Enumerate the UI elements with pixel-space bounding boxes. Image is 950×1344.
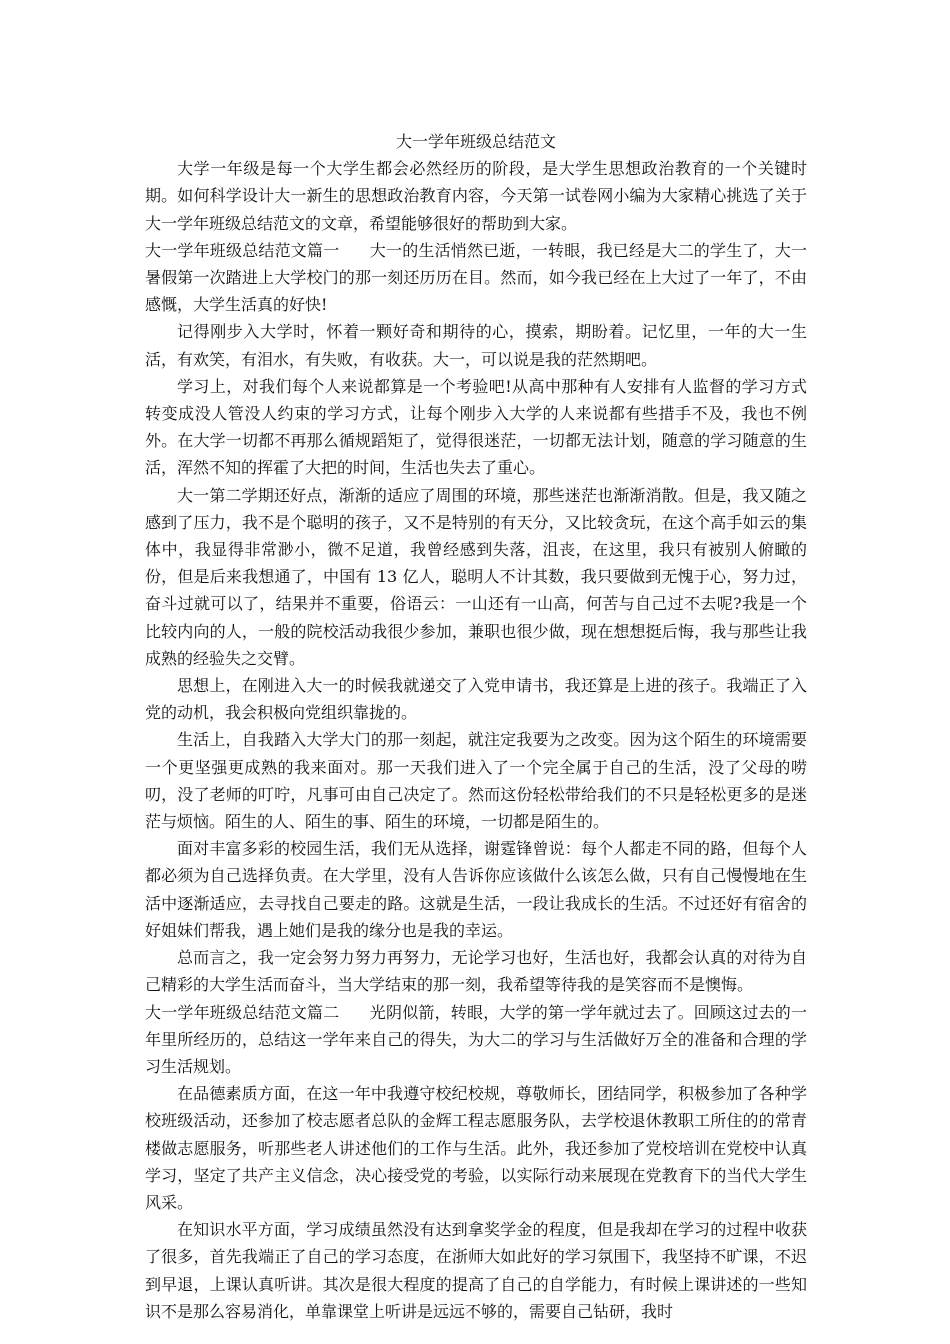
- paragraph-morality: 在品德素质方面，在这一年中我遵守校纪校规，尊敬师长，团结同学，积极参加了各种学校班级活动，还参加了校志愿者总队的金辉工程志愿服务队，去学校退休教职工所住的的常青楼做志愿服务，听那些老人讲述他们的工作与生活。此外，我还参加了党校培训在党校中认真学习，坚定了共产主义信念，决心接受党的考验，以实际行动来展现在党教育下的当代大学生风采。: [145, 1084, 807, 1212]
- paragraph-study: 学习上，对我们每个人来说都算是一个考验吧!从高中那种有人安排有人监督的学习方式转变成没人管没人约束的学习方式，让每个刚步入大学的人来说都有些措手不及，我也不例外。在大学一切都不再那么循规蹈矩了，觉得很迷茫，一切都无法计划，随意的学习随意的生活，浑然不知的挥霍了大把的时间，生活也失去了重心。: [145, 376, 807, 478]
- section-two-text: 光阴似箭，转眼，大学的第一学年就过去了。回顾这过去的一年里所经历的，总结这一学年来自己的得失，为大二的学习与生活做好万全的准备和合理的学习生活规划。: [145, 1002, 807, 1076]
- section-one-text: 大一的生活悄然已逝，一转眼，我已经是大二的学生了，大一暑假第一次踏进上大学校门的那一刻还历历在目。然而，如今我已经在上大过了一年了，不由感慨，大学生活真的好快!: [145, 240, 807, 315]
- document-page: [145, 128, 807, 1325]
- paragraph-memory: 记得刚步入大学时，怀着一颗好奇和期待的心，摸索，期盼着。记忆里，一年的大一生活，有欢笑，有泪水，有失败，有收获。大一，可以说是我的茫然期吧。: [145, 322, 807, 369]
- section-one-heading: 大一学年班级总结范文篇一: [145, 240, 340, 260]
- paragraph-second-semester: 大一第二学期还好点，渐渐的适应了周围的环境，那些迷茫也渐渐消散。但是，我又随之感到了压力，我不是个聪明的孩子，又不是特别的有天分，又比较贪玩，在这个高手如云的集体中，我显得非常渺小，微不足道，我曾经感到失落，沮丧，在这里，我只有被别人俯瞰的份，但是后来我想通了，中国有 13 亿人，聪明人不计其数，我只要做到无愧于心，努力过，奋斗过就可以了，结果并不重要，俗语云：一山还有一山高，何苦与自己过不去呢?我是一个比较内向的人，一般的院校活动我很少参加，兼职也很少做，现在想想挺后悔，我与那些让我成熟的经验失之交臂。: [145, 485, 807, 668]
- paragraph-campus-life: 面对丰富多彩的校园生活，我们无从选择，谢霆锋曾说：每个人都走不同的路，但每个人都必须为自己选择负责。在大学里，没有人告诉你应该做什么该怎么做，只有自己慢慢地在生活中逐渐适应，去寻找自己要走的路。这就是生活，一段让我成长的生活。不过还好有宿舍的好姐妹们帮我，遇上她们是我的缘分也是我的幸运。: [145, 839, 807, 940]
- paragraph-section-one-start: [145, 237, 807, 319]
- paragraph-section-two-start: [145, 999, 807, 1081]
- section-two-heading: 大一学年班级总结范文篇二: [145, 1002, 340, 1022]
- paragraph-thought: 思想上，在刚进入大一的时候我就递交了入党申请书，我还算是上进的孩子。我端正了入党的动机，我会积极向党组织靠拢的。: [145, 676, 807, 723]
- paragraph-conclusion: 总而言之，我一定会努力努力再努力，无论学习也好，生活也好，我都会认真的对待为自己精彩的大学生活而奋斗，当大学结束的那一刻，我希望等待我的是笑容而不是懊悔。: [145, 948, 807, 995]
- paragraph-intro: 大学一年级是每一个大学生都会必然经历的阶段，是大学生思想政治教育的一个关键时期。如何科学设计大一新生的思想政治教育内容，今天第一试卷网小编为大家精心挑选了关于大一学年班级总结范文的文章，希望能够很好的帮助到大家。: [145, 159, 807, 233]
- document-title: 大一学年班级总结范文: [395, 132, 556, 151]
- paragraph-life: 生活上，自我踏入大学大门的那一刻起，就注定我要为之改变。因为这个陌生的环境需要一个更坚强更成熟的我来面对。那一天我们进入了一个完全属于自己的生活，没了父母的唠叨，没了老师的叮咛，凡事可由自己决定了。然而这份轻松带给我们的不只是轻松更多的是迷茫与烦恼。陌生的人、陌生的事、陌生的环境，一切都是陌生的。: [145, 730, 807, 832]
- paragraph-knowledge: 在知识水平方面，学习成绩虽然没有达到拿奖学金的程度，但是我却在学习的过程中收获了很多，首先我端正了自己的学习态度，在浙师大如此好的学习氛围下，我坚持不旷课，不迟到早退，上课认真听讲。其次是很大程度的提高了自己的自学能力，有时候上课讲述的一些知识不是那么容易消化，单靠课堂上听讲是远远不够的，需要自己钻研，我时: [145, 1220, 807, 1321]
